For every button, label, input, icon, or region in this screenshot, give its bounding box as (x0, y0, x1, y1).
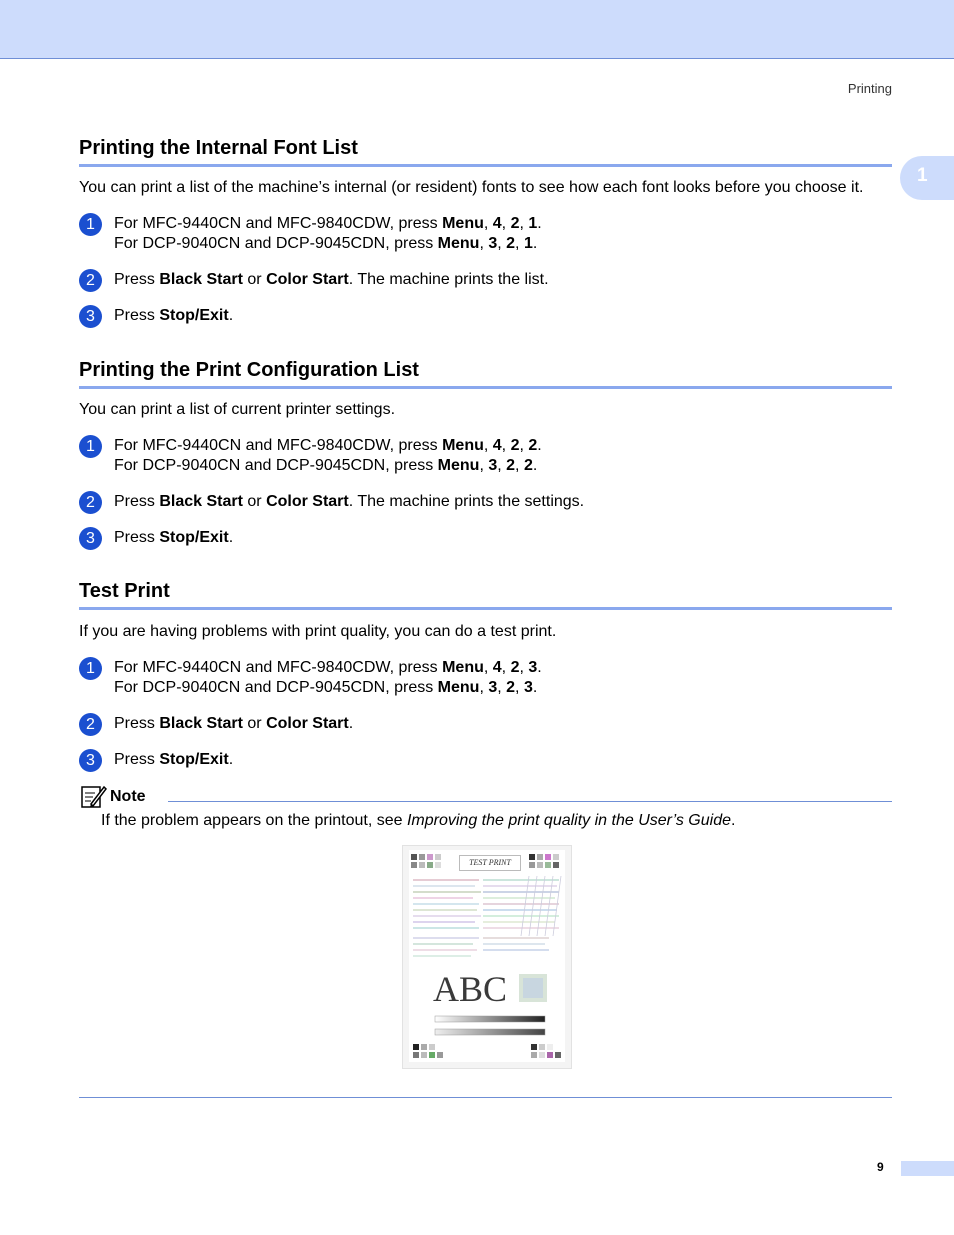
section-print-configuration-list (79, 357, 892, 547)
section-rule (79, 164, 892, 167)
page-number: 9 (877, 1160, 884, 1174)
note-header (79, 784, 892, 814)
section-title: Printing the Internal Font List (79, 137, 358, 159)
step-line-mfc: For MFC-9440CN and MFC-9840CDW, press Menu, 4, 2, 2. (114, 437, 542, 454)
section-rule (79, 386, 892, 389)
note-pencil-icon (81, 784, 107, 808)
bottom-rule (79, 1097, 892, 1098)
test-print-abc-text: ABC (433, 969, 508, 1009)
step-line: Press Black Start or Color Start. The machine prints the list. (114, 271, 549, 288)
step-number-badge: 1 (79, 435, 102, 458)
step-line: Press Stop/Exit. (114, 307, 234, 324)
step-line-mfc: For MFC-9440CN and MFC-9840CDW, press Menu, 4, 2, 3. (114, 659, 542, 676)
step-number-badge: 2 (79, 491, 102, 514)
step-number-badge: 2 (79, 269, 102, 292)
chapter-number: 1 (917, 165, 928, 186)
test-print-header-label: TEST PRINT (459, 855, 521, 871)
step-line: Press Black Start or Color Start. The machine prints the settings. (114, 493, 585, 510)
section-test-print (79, 578, 892, 769)
step-line: Press Stop/Exit. (114, 529, 234, 546)
note-rule (168, 801, 892, 802)
step-number-badge: 3 (79, 749, 102, 772)
test-print-graphic (409, 850, 565, 1062)
section-intro: You can print a list of current printer settings. (79, 401, 396, 418)
running-head: Printing (847, 81, 892, 96)
test-print-image (402, 845, 572, 1069)
section-intro: If you are having problems with print quality, you can do a test print. (79, 623, 557, 640)
section-rule (79, 607, 892, 610)
step-line-dcp: For DCP-9040CN and DCP-9045CDN, press Menu, 3, 2, 3. (114, 679, 538, 696)
step-line: Press Black Start or Color Start. (114, 715, 354, 732)
step-number-badge: 3 (79, 305, 102, 328)
page-number-tab (901, 1161, 954, 1176)
step-number-badge: 1 (79, 213, 102, 236)
header-band (0, 0, 954, 59)
test-print-page (409, 850, 565, 1062)
section-title: Test Print (79, 580, 170, 602)
section-title: Printing the Print Configuration List (79, 359, 419, 381)
step-line-dcp: For DCP-9040CN and DCP-9045CDN, press Menu, 3, 2, 1. (114, 235, 538, 252)
step-line-dcp: For DCP-9040CN and DCP-9045CDN, press Menu, 3, 2, 2. (114, 457, 538, 474)
note-label: Note (110, 788, 146, 805)
step-number-badge: 2 (79, 713, 102, 736)
step-line: Press Stop/Exit. (114, 751, 234, 768)
step-number-badge: 3 (79, 527, 102, 550)
chapter-tab (900, 156, 954, 200)
guide-reference: Improving the print quality in the User’s Guide (406, 812, 731, 829)
section-intro: You can print a list of the machine’s internal (or resident) fonts to see how each font looks before you choose it. (79, 179, 864, 196)
step-line-mfc: For MFC-9440CN and MFC-9840CDW, press Menu, 4, 2, 1. (114, 215, 542, 232)
step-number-badge: 1 (79, 657, 102, 680)
note-text: If the problem appears on the printout, see Improving the print quality in the User’s Guide. (101, 812, 736, 829)
section-internal-font-list (79, 135, 892, 325)
